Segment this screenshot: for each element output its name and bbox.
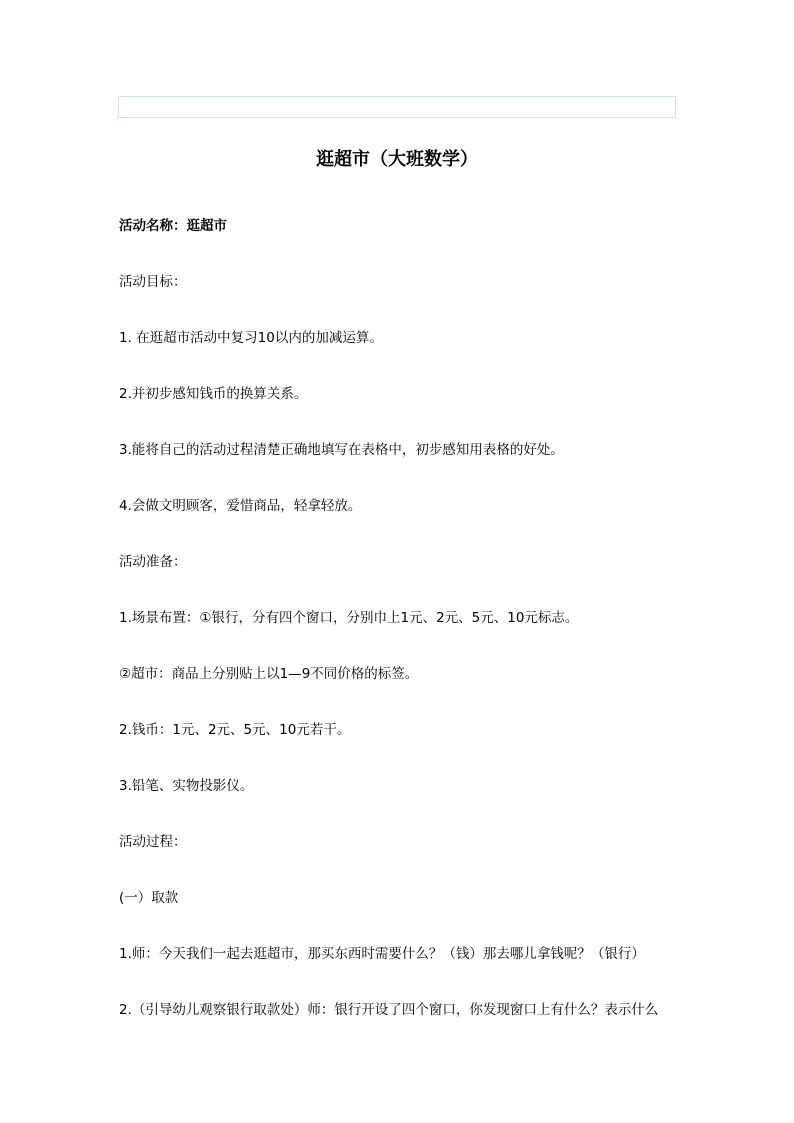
preparation-1: 1.场景布置：①银行，分有四个窗口，分别巾上1元、2元、5元、10元标志。 [119,610,579,626]
goal-2: 2.并初步感知钱币的换算关系。 [119,386,308,402]
process-step-1: 1.师：今天我们一起去逛超市，那买东西时需要什么？（钱）那去哪儿拿钱呢？（银行） [119,946,645,962]
process-step-2: 2.（引导幼儿观察银行取款处）师：银行开设了四个窗口，你发现窗口上有什么？表示什么 [119,1002,659,1018]
preparation-2: 2.钱币：1元、2元、5元、10元若干。 [119,722,351,738]
goals-heading: 活动目标： [119,274,187,290]
header-box [118,96,676,118]
preparation-heading: 活动准备： [119,554,187,570]
process-heading: 活动过程： [119,834,187,850]
preparation-3: 3.铅笔、实物投影仪。 [119,778,254,794]
document-title: 逛超市（大班数学） [316,149,478,170]
goal-4: 4.会做文明顾客，爱惜商品，轻拿轻放。 [119,498,362,514]
process-section-1: (一）取款 [119,890,179,906]
activity-name: 活动名称：逛超市 [119,218,227,234]
goal-3: 3.能将自己的活动过程清楚正确地填写在表格中，初步感知用表格的好处。 [119,442,564,458]
preparation-1b: ②超市：商品上分别贴上以1—9不同价格的标签。 [119,666,419,682]
goal-1: 1. 在逛超市活动中复习10以内的加减运算。 [119,330,383,346]
